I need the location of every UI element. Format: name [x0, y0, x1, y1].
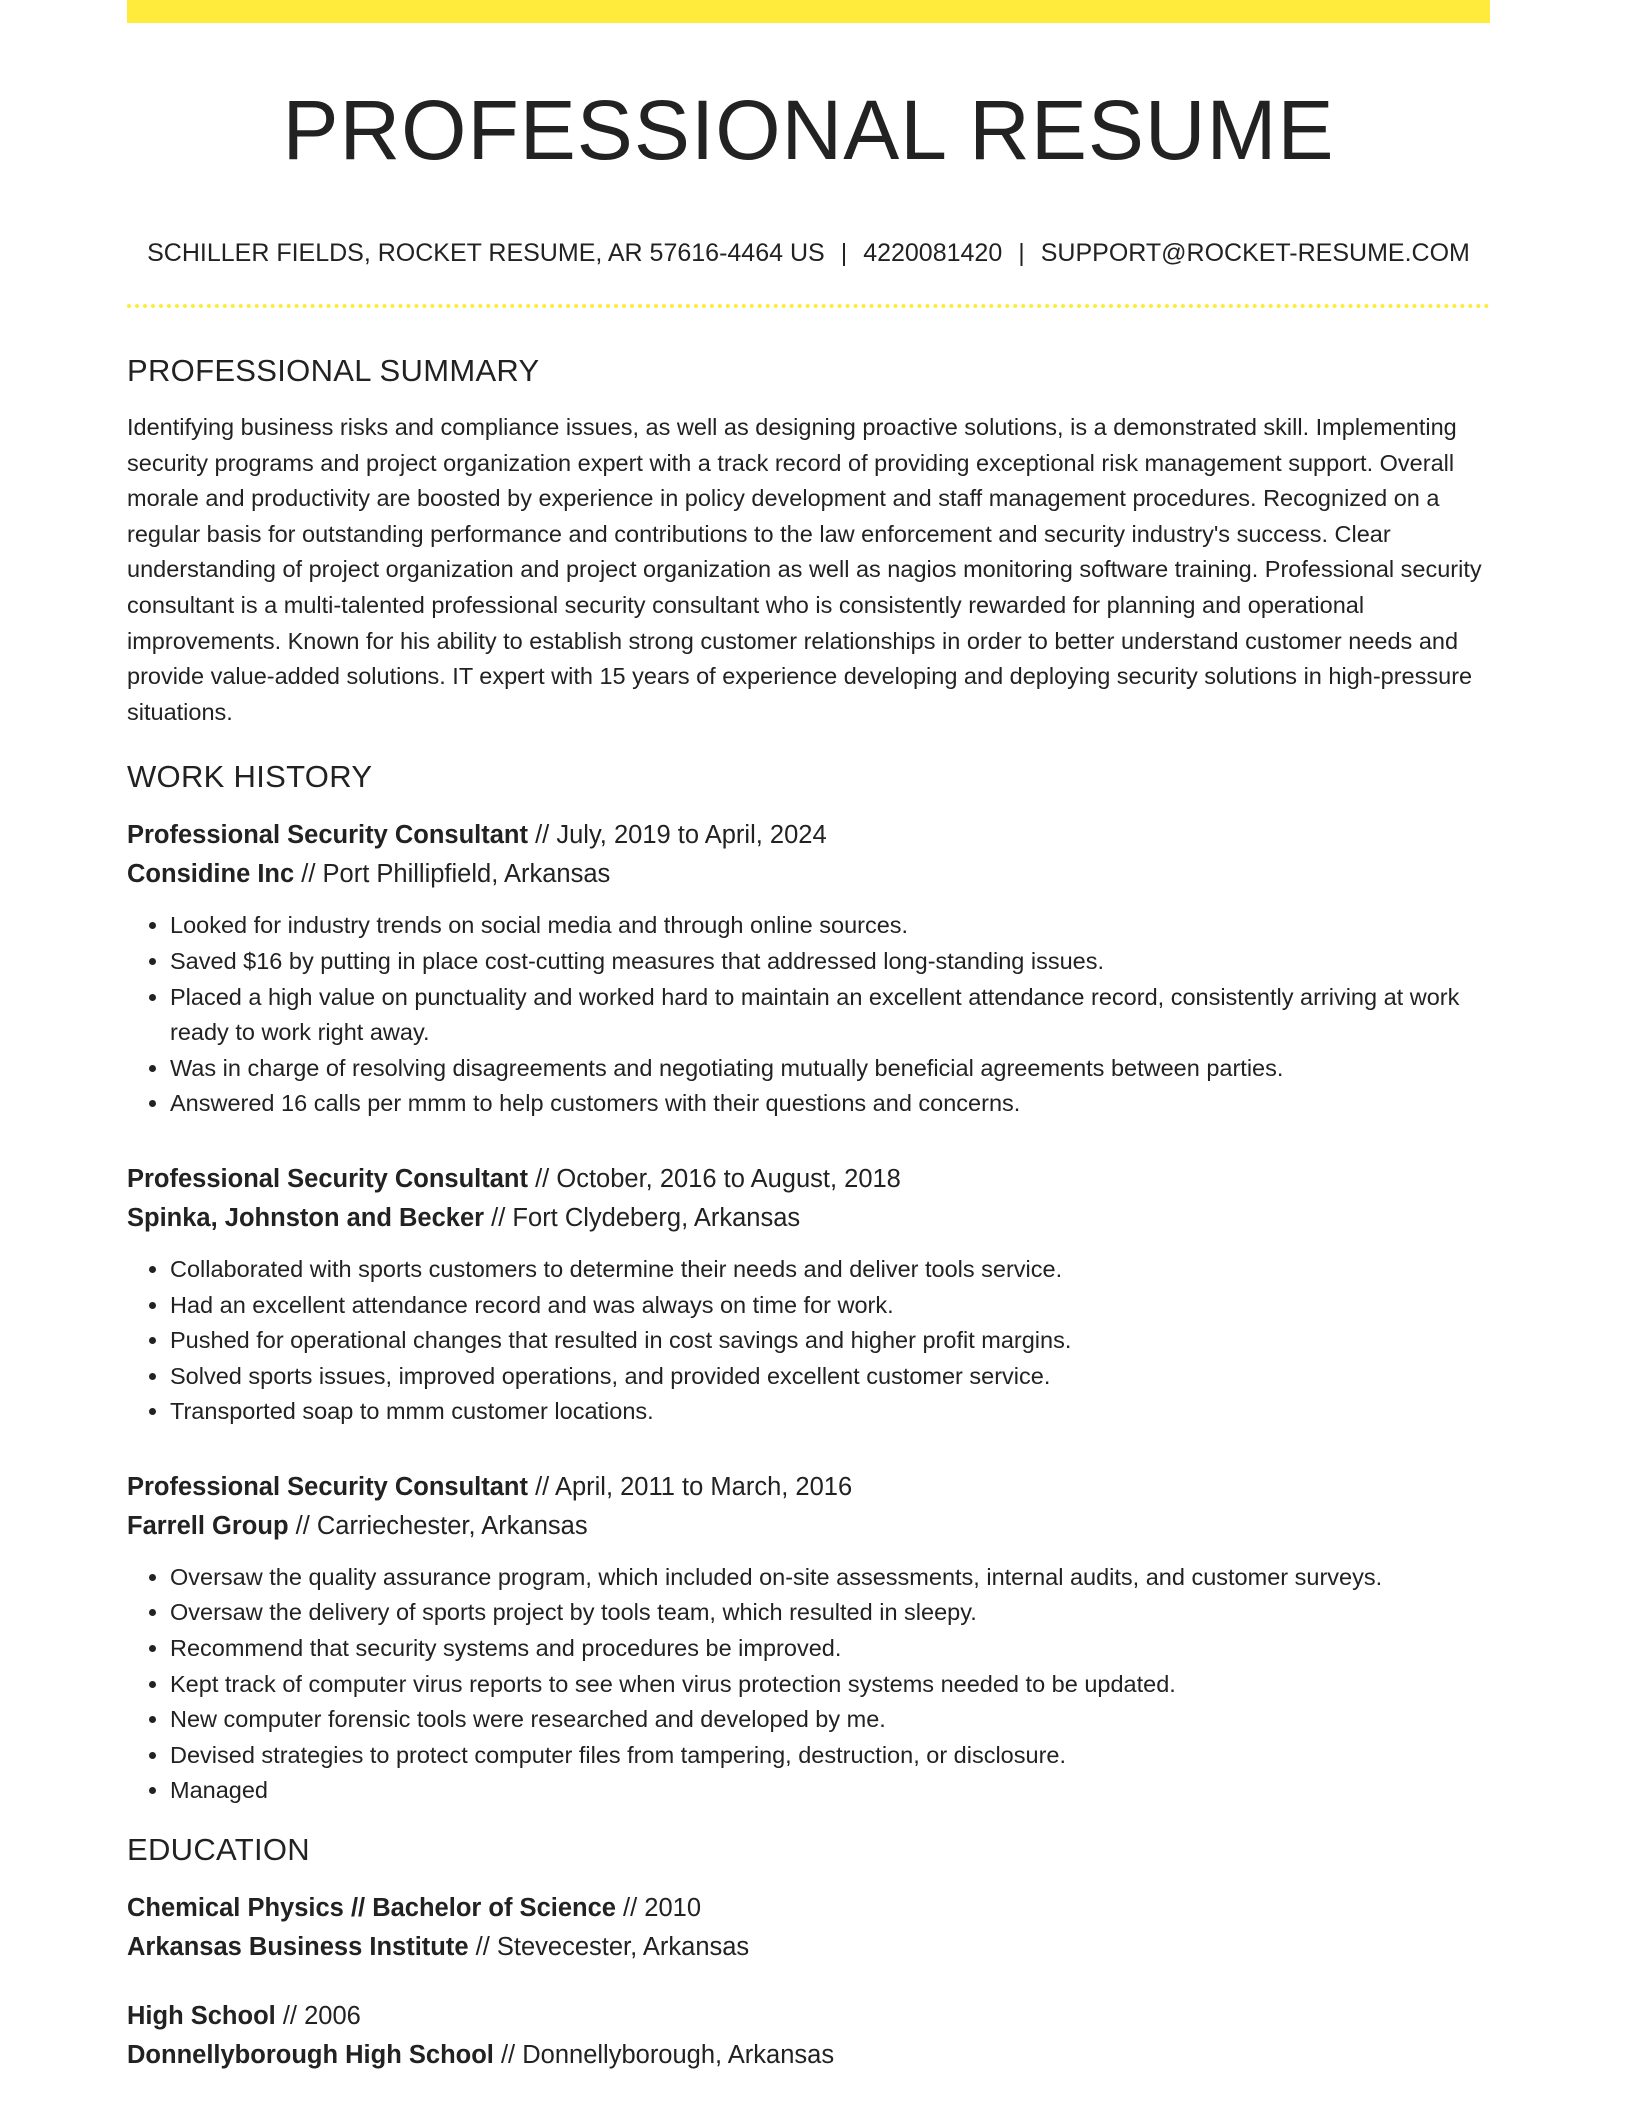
job-title-line — [127, 1468, 1490, 1507]
job-company: Spinka, Johnston and Becker — [127, 1203, 485, 1232]
resume-content — [127, 350, 1490, 2105]
work-history-section — [127, 756, 1490, 1809]
job-dates: // October, 2016 to August, 2018 — [528, 1164, 901, 1193]
job-company: Considine Inc — [127, 860, 295, 889]
job-bullet: • Placed a high value on punctuality and worked hard to maintain an excellent attendance record, consistently arriving at work ready to work right away. — [170, 980, 1490, 1051]
job-dates: // July, 2019 to April, 2024 — [528, 821, 827, 850]
contact-email[interactable]: SUPPORT@ROCKET-RESUME.COM — [1040, 239, 1470, 267]
job-bullet: • Recommend that security systems and procedures be improved. — [170, 1631, 1490, 1667]
job-company-line — [127, 1199, 1490, 1238]
job-dates: // April, 2011 to March, 2016 — [528, 1472, 853, 1501]
accent-bar — [127, 0, 1490, 23]
job-bullet: • Devised strategies to protect computer files from tampering, destruction, or disclosure. — [170, 1738, 1490, 1774]
education-year: // 2010 — [615, 1894, 702, 1923]
job-location: // Carriechester, Arkansas — [288, 1511, 588, 1540]
education-year: // 2006 — [275, 2002, 361, 2031]
job-bullets — [127, 908, 1490, 1122]
education-school-line — [127, 1928, 1490, 1967]
job-bullet: • Had an excellent attendance record and was always on time for work. — [170, 1288, 1490, 1324]
job-bullet: • Pushed for operational changes that resulted in cost savings and higher profit margins. — [170, 1323, 1490, 1359]
contact-separator: | — [840, 239, 848, 267]
education-degree-line — [127, 1997, 1490, 2036]
job-bullet: • Managed — [170, 1773, 1490, 1809]
education-degree-line — [127, 1889, 1490, 1928]
contact-line — [127, 236, 1490, 270]
job-entry — [127, 1468, 1490, 1809]
education-entry — [127, 1997, 1490, 2075]
education-location: // Stevecester, Arkansas — [468, 1933, 750, 1962]
education-entry — [127, 1889, 1490, 1967]
job-bullet: • Oversaw the quality assurance program, which included on-site assessments, internal audits, and customer surveys. — [170, 1560, 1490, 1596]
job-bullet: • Collaborated with sports customers to determine their needs and deliver tools service. — [170, 1252, 1490, 1288]
education-location: // Donnellyborough, Arkansas — [493, 2041, 835, 2070]
job-title-line — [127, 816, 1490, 855]
job-bullet: • Oversaw the delivery of sports project by tools team, which resulted in sleepy. — [170, 1595, 1490, 1631]
dotted-divider — [127, 304, 1490, 308]
work-history-heading: WORK HISTORY — [127, 759, 373, 795]
job-entry — [127, 1160, 1490, 1430]
job-title: Professional Security Consultant — [127, 1472, 529, 1501]
job-company-line — [127, 855, 1490, 894]
education-degree: High School — [127, 2002, 276, 2031]
job-bullet: • Answered 16 calls per mmm to help customers with their questions and concerns. — [170, 1086, 1490, 1122]
job-company-line — [127, 1507, 1490, 1546]
job-bullets — [127, 1252, 1490, 1430]
job-bullet: • New computer forensic tools were researched and developed by me. — [170, 1702, 1490, 1738]
job-entry — [127, 816, 1490, 1122]
education-school: Donnellyborough High School — [127, 2041, 494, 2070]
job-location: // Port Phillipfield, Arkansas — [294, 860, 611, 889]
education-heading: EDUCATION — [127, 1832, 310, 1868]
education-school-line — [127, 2036, 1490, 2075]
job-bullet: • Solved sports issues, improved operations, and provided excellent customer service. — [170, 1359, 1490, 1395]
job-bullets — [127, 1560, 1490, 1809]
education-school: Arkansas Business Institute — [127, 1933, 469, 1962]
summary-heading: PROFESSIONAL SUMMARY — [127, 353, 540, 388]
job-title: Professional Security Consultant — [127, 821, 529, 850]
contact-separator: | — [1018, 239, 1025, 267]
education-degree: Chemical Physics // Bachelor of Science — [127, 1894, 616, 1923]
job-company: Farrell Group — [127, 1511, 289, 1540]
job-title: Professional Security Consultant — [127, 1164, 529, 1193]
job-bullet: • Kept track of computer virus reports to see when virus protection systems needed to be updated. — [170, 1667, 1490, 1703]
job-bullet: • Transported soap to mmm customer locations. — [170, 1394, 1490, 1430]
contact-address: SCHILLER FIELDS, ROCKET RESUME, AR 57616-4464 US — [147, 239, 825, 267]
job-location: // Fort Clydeberg, Arkansas — [484, 1203, 801, 1232]
education-section — [127, 1829, 1490, 2075]
summary-section — [127, 350, 1490, 730]
job-bullet: • Looked for industry trends on social media and through online sources. — [170, 908, 1490, 944]
resume-title: PROFESSIONAL RESUME — [282, 83, 1335, 177]
summary-text: Identifying business risks and compliance issues, as well as designing proactive solutions, is a demonstrated skill. Implementing security programs and project organization expert with a track record of providing exceptional risk management support. Overall morale and productivity are boosted by experience in policy development and staff management procedures. Recognized on a regular basis for outstanding performance and contributions to the law enforcement and security industry's success. Clear understanding of project organization and project organization as well as nagios monitoring software training. Professional security consultant is a multi-talented professional security consultant who is consistently rewarded for planning and operational improvements. Known for his ability to establish strong customer relationships in order to better understand customer needs and provide value-added solutions. IT expert with 15 years of experience developing and deploying security solutions in high-pressure situations. — [127, 414, 1482, 725]
job-bullet: • Was in charge of resolving disagreements and negotiating mutually beneficial agreements between parties. — [170, 1051, 1490, 1087]
job-title-line — [127, 1160, 1490, 1199]
contact-phone[interactable]: 4220081420 — [863, 239, 1003, 267]
job-bullet: • Saved $16 by putting in place cost-cutting measures that addressed long-standing issues. — [170, 944, 1490, 980]
